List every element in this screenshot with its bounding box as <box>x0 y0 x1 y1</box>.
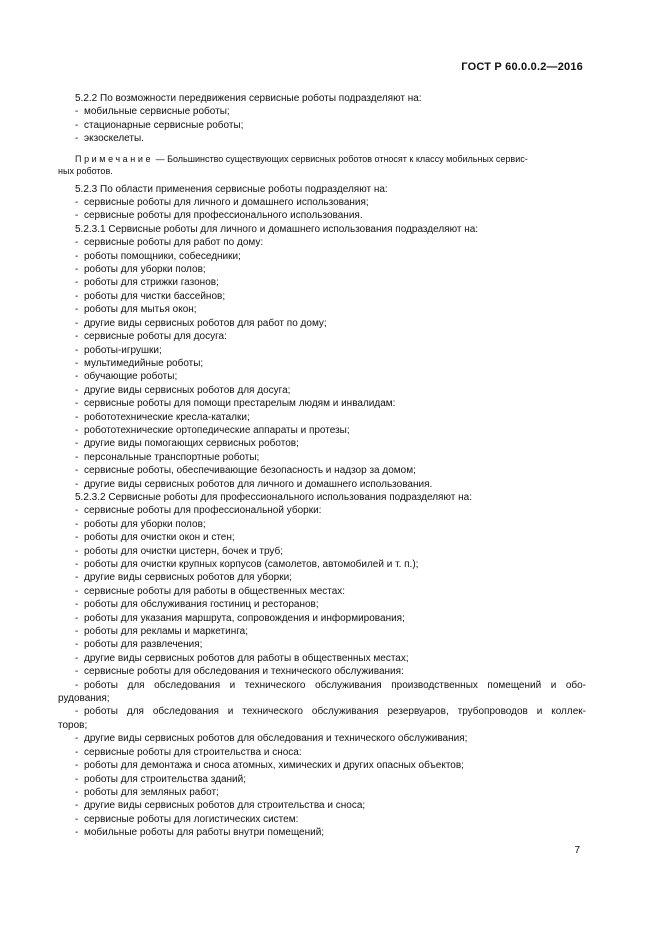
list-item: - роботы для демонтажа и сноса атомных, химических и других опасных объектов; <box>58 759 586 772</box>
note-text-line-2: ных роботов. <box>58 165 113 176</box>
list-item: - другие виды сервисных роботов для уборки; <box>58 571 586 584</box>
list-item: - роботы для уборки полов; <box>58 518 586 531</box>
section-5-2-2-list <box>58 105 586 145</box>
list-item: - сервисные роботы для обследования и технического обслуживания: <box>58 665 586 678</box>
document-header: ГОСТ Р 60.0.0.2—2016 <box>461 61 583 73</box>
list-item: - роботы помощники, собеседники; <box>58 250 586 263</box>
list-item: - роботы для очистки окон и стен; <box>58 531 586 544</box>
section-5-2-3-list <box>58 196 586 223</box>
section-5-2-3-2-list-b <box>58 732 586 839</box>
list-item: - другие виды сервисных роботов для досуга; <box>58 384 586 397</box>
list-item: - сервисные роботы для профессиональной уборки: <box>58 504 586 517</box>
section-5-2-3-intro: 5.2.3 По области применения сервисные роботы подразделяют на: <box>75 183 388 195</box>
list-item: - роботы для обслуживания гостиниц и ресторанов; <box>58 598 586 611</box>
list-item: - сервисные роботы для личного и домашнего использования; <box>58 196 586 209</box>
list-item: - роботы для строительства зданий; <box>58 773 586 786</box>
list-item: - стационарные сервисные роботы; <box>58 119 586 132</box>
list-item: - мультимедийные роботы; <box>58 357 586 370</box>
note-text-line-1: — Большинство существующих сервисных роботов относят к классу мобильных сервис- <box>153 153 528 164</box>
document-body <box>58 92 586 840</box>
list-item: - другие виды сервисных роботов для работ по дому; <box>58 317 586 330</box>
list-item: - другие виды сервисных роботов для работы в общественных местах; <box>58 652 586 665</box>
note-label: Примечание <box>75 153 154 164</box>
section-5-2-2-intro: 5.2.2 По возможности передвижения сервисные роботы подразделяют на: <box>75 93 422 104</box>
list-item-wrapped-2-cont: торов; <box>58 719 88 731</box>
list-item: - сервисные роботы для логистических систем: <box>58 813 586 826</box>
list-item: - мобильные сервисные роботы; <box>58 105 586 118</box>
list-item: - роботы-игрушки; <box>58 344 586 357</box>
list-item: - сервисные роботы для работ по дому: <box>58 236 586 249</box>
note-block <box>58 153 586 177</box>
list-item: - роботы для очистки цистерн, бочек и труб; <box>58 545 586 558</box>
section-5-2-3-2-list-a <box>58 504 586 678</box>
list-item: - роботы для земляных работ; <box>58 786 586 799</box>
list-item: - экзоскелеты. <box>58 132 586 145</box>
list-item: - другие виды помогающих сервисных роботов; <box>58 437 586 450</box>
list-item: - роботы для стрижки газонов; <box>58 276 586 289</box>
page-number: 7 <box>574 845 580 856</box>
list-item: - робототехнические ортопедические аппараты и протезы; <box>58 424 586 437</box>
list-item: - сервисные роботы для помощи престарелым людям и инвалидам: <box>58 397 586 410</box>
list-item-wrapped-2: - роботы для обследования и технического обслуживания резервуаров, трубопроводов и коллек- <box>58 705 586 718</box>
list-item: - другие виды сервисных роботов для обследования и технического обслуживания; <box>58 732 586 745</box>
list-item: - сервисные роботы для строительства и сноса: <box>58 746 586 759</box>
list-item: - роботы для развлечения; <box>58 638 586 651</box>
list-item: - роботы для рекламы и маркетинга; <box>58 625 586 638</box>
list-item: - обучающие роботы; <box>58 370 586 383</box>
list-item: - мобильные роботы для работы внутри помещений; <box>58 826 586 839</box>
list-item: - роботы для очистки крупных корпусов (самолетов, автомобилей и т. п.); <box>58 558 586 571</box>
list-item: - роботы для указания маршрута, сопровождения и информирования; <box>58 612 586 625</box>
list-item: - другие виды сервисных роботов для личного и домашнего использования. <box>58 478 586 491</box>
list-item: - сервисные роботы, обеспечивающие безопасность и надзор за домом; <box>58 464 586 477</box>
list-item-wrapped-1-cont: рудования; <box>58 693 110 705</box>
section-5-2-3-2-intro: 5.2.3.2 Сервисные роботы для профессионального использования подразделяют на: <box>75 491 472 503</box>
section-5-2-3-1-intro: 5.2.3.1 Сервисные роботы для личного и домашнего использования подразделяют на: <box>75 223 479 235</box>
list-item: - роботы для уборки полов; <box>58 263 586 276</box>
list-item: - сервисные роботы для работы в общественных местах: <box>58 585 586 598</box>
list-item: - роботы для чистки бассейнов; <box>58 290 586 303</box>
list-item: - персональные транспортные роботы; <box>58 451 586 464</box>
list-item: - робототехнические кресла-каталки; <box>58 411 586 424</box>
list-item: - роботы для мытья окон; <box>58 303 586 316</box>
section-5-2-3-1-list <box>58 236 586 491</box>
list-item: - сервисные роботы для досуга: <box>58 330 586 343</box>
list-item: - другие виды сервисных роботов для строительства и сноса; <box>58 799 586 812</box>
list-item: - сервисные роботы для профессионального использования. <box>58 209 586 222</box>
list-item-wrapped-1: - роботы для обследования и технического обслуживания производственных помещений и обо- <box>58 679 586 692</box>
